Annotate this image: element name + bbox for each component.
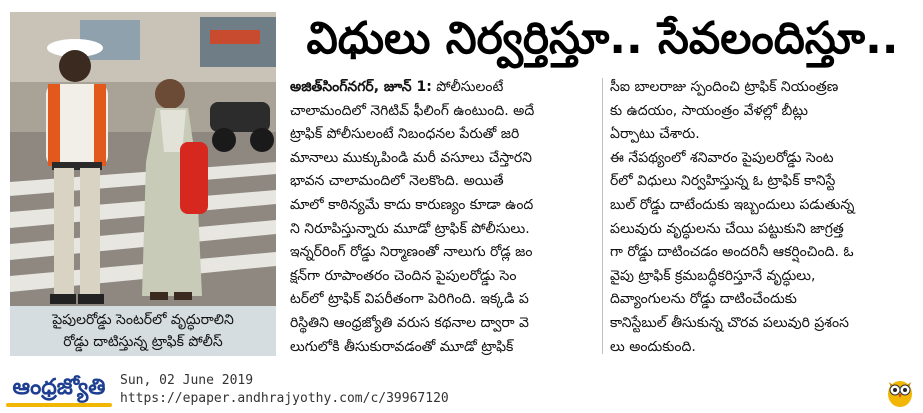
text-line: క్షన్‌గా రూపాంతరం చెందిన పైపులరోడ్డు సెం	[290, 267, 517, 284]
text-line: గా రోడ్డు దాటించడం అందరినీ ఆకర్షించింది. ఓ	[610, 244, 854, 261]
source-url[interactable]: https://epaper.andhrajyothy.com/c/39967120	[120, 391, 449, 406]
photo-caption	[10, 306, 276, 356]
epaper-footer	[0, 368, 923, 413]
text-line: మానాలు ముక్కుపిండి మరీ వసూలు చేస్తారని	[290, 149, 532, 166]
footer-meta	[120, 372, 449, 408]
andhrajyothy-logo[interactable]	[6, 371, 112, 409]
article-first-line	[290, 76, 596, 100]
text-line: పలువురు వృద్ధులను చేయి పట్టుకుని జాగ్రత్త	[610, 220, 844, 237]
text-line: కానిస్టేబుల్ తీసుకున్న చొరవ పలువురి ప్రశంస	[610, 314, 849, 331]
owl-icon	[885, 374, 915, 408]
news-photo	[10, 12, 276, 306]
article-column-2	[610, 76, 916, 359]
text-line: టర్‌లో ట్రాఫిక్ విపరీతంగా పెరిగింది. ఇక్కడి ప	[290, 291, 529, 308]
dateline: అజిత్‌సింగ్‌నగర్, జూన్ 1:	[290, 79, 432, 95]
text-line: ఈ నేపథ్యంలో శనివారం పైపులరోడ్డు సెంట	[610, 149, 834, 166]
logo-text: ఆంధ్రజ్యోతి	[12, 375, 106, 400]
article-headline: విధులు నిర్వర్తిస్తూ.. సేవలందిస్తూ..	[306, 13, 899, 64]
text-line: ర్‌లో విధులు నిర్వహిస్తున్న ఓ ట్రాఫిక్ కానిస్టే	[610, 173, 836, 190]
text-line: వైపు ట్రాఫిక్ క్రమబద్ధీకరిస్తూనే వృద్ధులు,	[610, 267, 816, 284]
text-line: ఇన్నర్‌రింగ్ రోడ్డు నిర్మాణంతో నాలుగు రోడ్ల జం	[290, 244, 533, 261]
text-line: ని నిరూపిస్తున్నారు మూడో ట్రాఫిక్ పోలీసులు.	[290, 220, 530, 237]
traffic-police-photo	[10, 12, 276, 306]
text-line: రిస్థితిని ఆంధ్రజ్యోతి వరుస కథనాల ద్వారా వె	[290, 314, 529, 331]
text-line: ట్రాఫిక్ పోలీసులంటే నిబంధనల పేరుతో జరి	[290, 126, 520, 143]
logo-underline	[6, 403, 112, 407]
text-line: కు ఉదయం, సాయంత్రం వేళల్లో బీట్లు	[610, 102, 808, 119]
column-divider	[602, 78, 603, 354]
article-column-1	[290, 76, 596, 359]
first-line-text: పోలీసులంటే	[431, 79, 504, 95]
text-line: మాలో కాఠిన్యమే కాదు కారుణ్యం కూడా ఉంద	[290, 196, 534, 213]
text-line: బుల్ రోడ్డు దాటేందుకు ఇబ్బందులు పడుతున్న	[610, 196, 855, 213]
text-line: చాలామందిలో నెగిటివ్ ఫీలింగ్ ఉంటుంది. అదే	[290, 102, 535, 119]
text-line: సీఐ బాలరాజు స్పందించి ట్రాఫిక్ నియంత్రణ	[610, 79, 839, 95]
caption-line-1: పైపులరోడ్డు సెంటర్‌లో వృద్ధురాలిని	[52, 312, 234, 328]
text-line: భావన చాలామందిలో నెలకొంది. అయితే	[290, 173, 504, 190]
text-line: లు అందుకుంది.	[610, 338, 696, 355]
publish-date: Sun, 02 June 2019	[120, 373, 254, 388]
text-line: ఏర్పాటు చేశారు.	[610, 126, 700, 143]
text-line: దివ్యాంగులను రోడ్డు దాటించేందుకు	[610, 291, 797, 308]
text-line: లుగులోకి తీసుకురావడంతో మూడో ట్రాఫిక్	[290, 338, 514, 355]
caption-line-2: రోడ్డు దాటిస్తున్న ట్రాఫిక్ పోలీస్	[63, 334, 223, 350]
